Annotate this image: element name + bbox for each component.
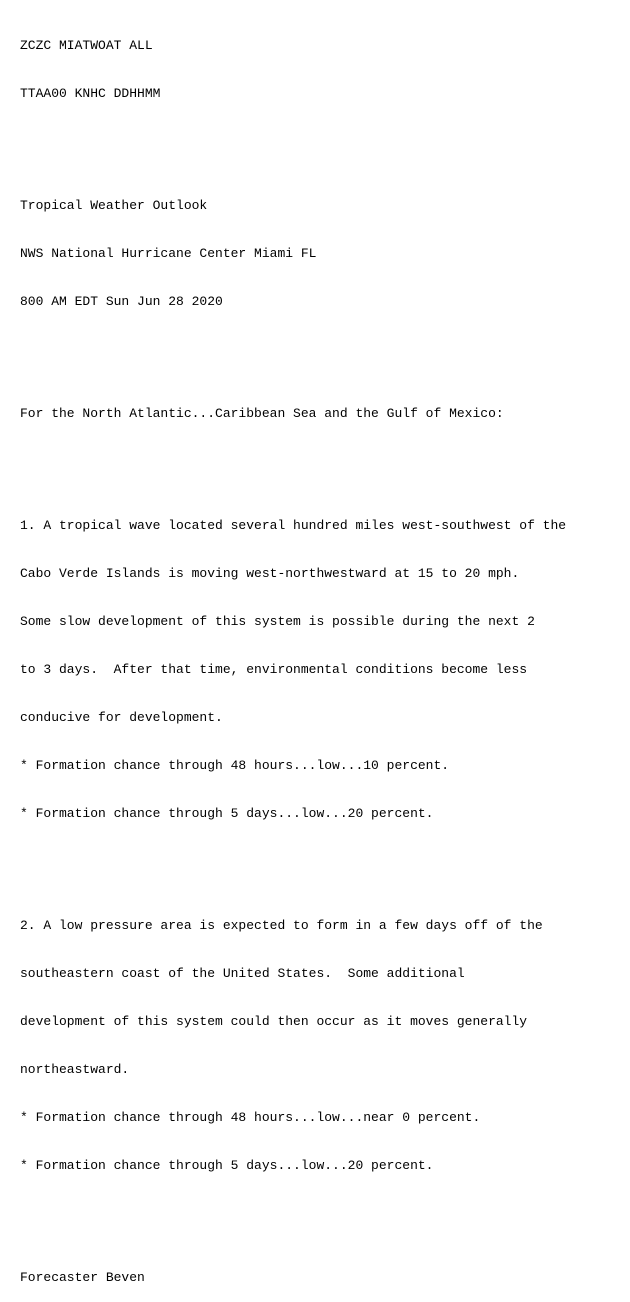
forecaster-signature: Forecaster Beven bbox=[20, 1270, 145, 1285]
blank-line bbox=[20, 454, 566, 470]
system-2-line: northeastward. bbox=[20, 1062, 130, 1077]
system-2-line: southeastern coast of the United States. Some additional bbox=[20, 966, 465, 981]
system-1-line: Some slow development of this system is possible during the next 2 bbox=[20, 614, 535, 629]
region-line: For the North Atlantic...Caribbean Sea and the Gulf of Mexico: bbox=[20, 406, 504, 421]
issue-time: 800 AM EDT Sun Jun 28 2020 bbox=[20, 294, 223, 309]
issuing-office: NWS National Hurricane Center Miami FL bbox=[20, 246, 317, 261]
header-line: TTAA00 KNHC DDHHMM bbox=[20, 86, 161, 101]
system-1-line: conducive for development. bbox=[20, 710, 223, 725]
system-2-formation-5d: * Formation chance through 5 days...low...20 percent. bbox=[20, 1158, 434, 1173]
system-2-formation-48h: * Formation chance through 48 hours...low...near 0 percent. bbox=[20, 1110, 481, 1125]
blank-line bbox=[20, 854, 566, 870]
blank-line bbox=[20, 134, 566, 150]
blank-line bbox=[20, 1206, 566, 1222]
system-1-line: Cabo Verde Islands is moving west-northwestward at 15 to 20 mph. bbox=[20, 566, 520, 581]
header-line: ZCZC MIATWOAT ALL bbox=[20, 38, 153, 53]
system-1-line: to 3 days. After that time, environmental conditions become less bbox=[20, 662, 528, 677]
system-2-line: development of this system could then occur as it moves generally bbox=[20, 1014, 528, 1029]
blank-line bbox=[20, 342, 566, 358]
system-2-line: 2. A low pressure area is expected to form in a few days off of the bbox=[20, 918, 543, 933]
system-1-formation-5d: * Formation chance through 5 days...low...20 percent. bbox=[20, 806, 434, 821]
system-1-line: 1. A tropical wave located several hundred miles west-southwest of the bbox=[20, 518, 567, 533]
outlook-text bbox=[20, 6, 566, 1302]
product-title: Tropical Weather Outlook bbox=[20, 198, 208, 213]
system-1-formation-48h: * Formation chance through 48 hours...low...10 percent. bbox=[20, 758, 450, 773]
